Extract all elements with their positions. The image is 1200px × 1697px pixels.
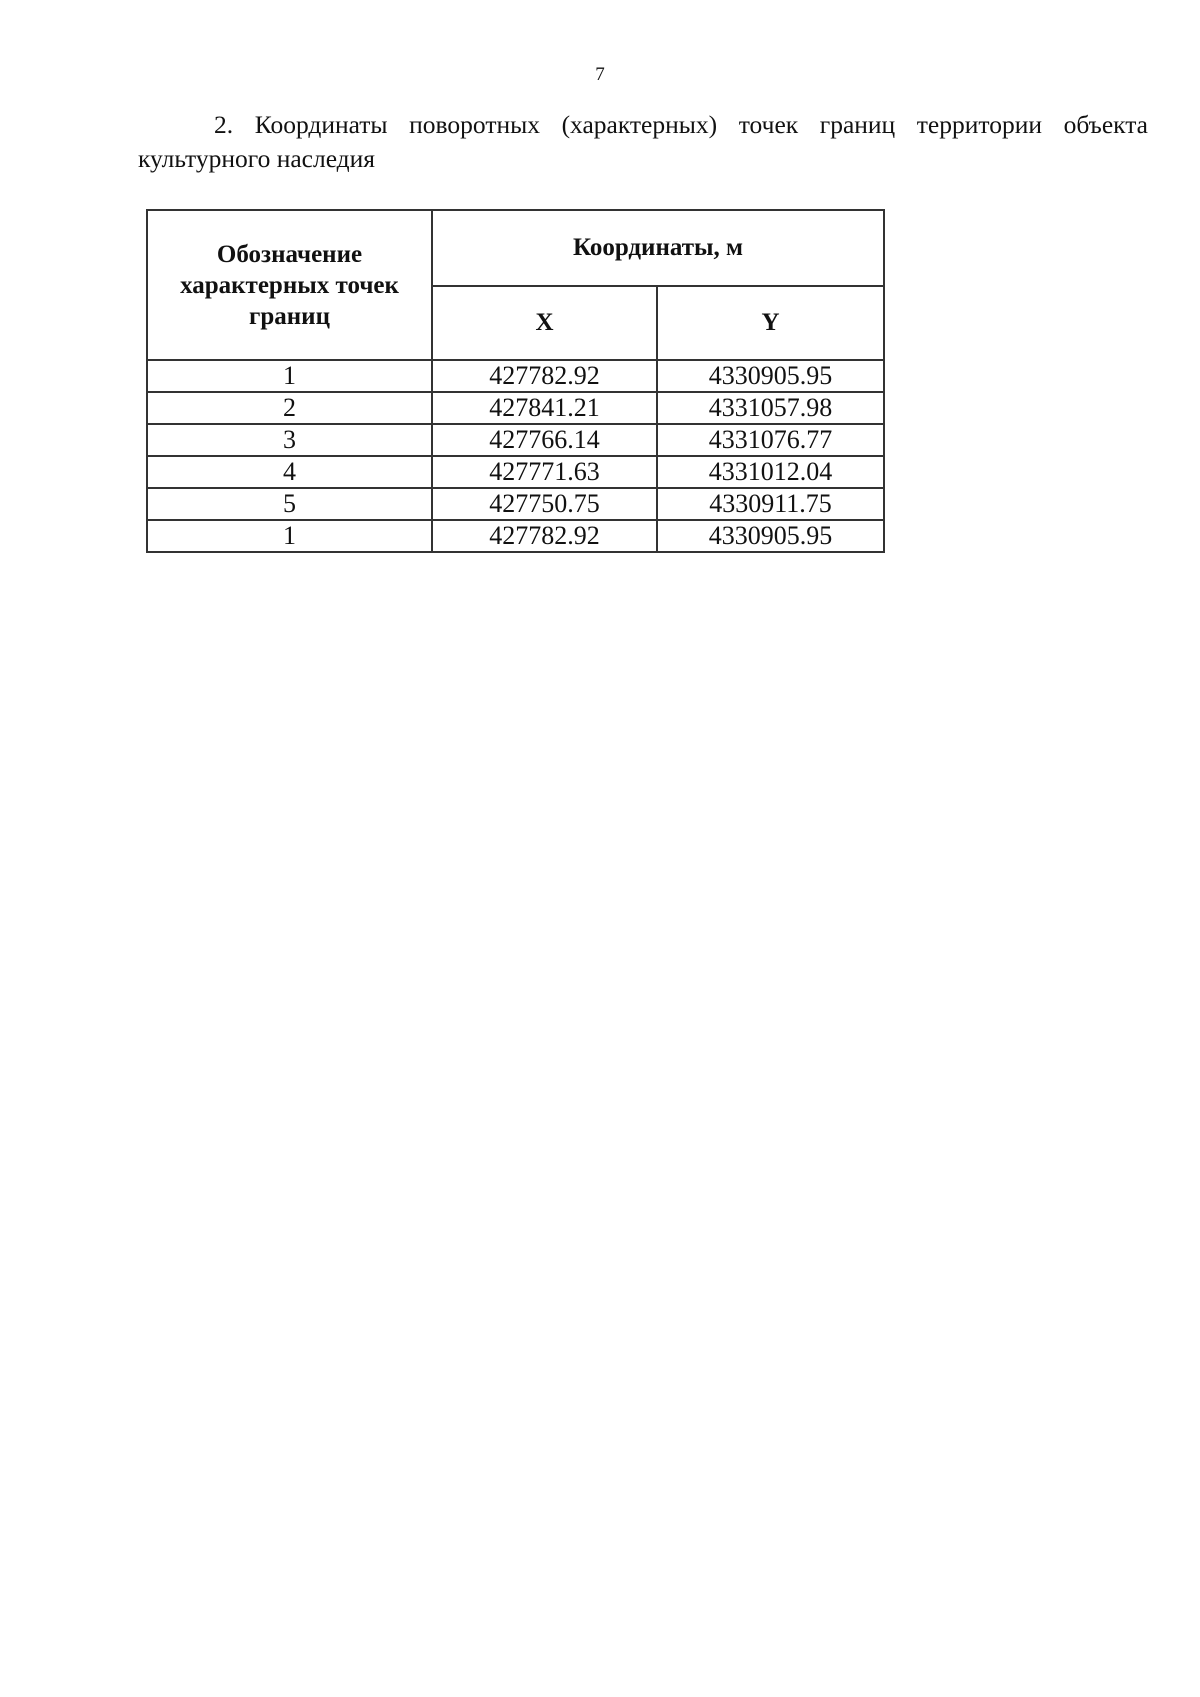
page-number: 7: [595, 64, 605, 85]
x-column-header: X: [432, 286, 657, 360]
y-cell: 4331076.77: [657, 424, 884, 456]
section-heading: 2. Координаты поворотных (характерных) точек границ территории объекта культурного наследия: [138, 110, 1148, 173]
table-row: [147, 456, 884, 488]
coordinates-header: Координаты, м: [432, 210, 884, 286]
x-cell: 427771.63: [432, 456, 657, 488]
x-cell: 427766.14: [432, 424, 657, 456]
coordinates-table: [146, 209, 885, 553]
point-cell: 1: [147, 520, 432, 552]
y-cell: 4330911.75: [657, 488, 884, 520]
table-row: [147, 392, 884, 424]
point-cell: 1: [147, 360, 432, 392]
table-header-row: [147, 210, 884, 286]
point-designation-header: Обозначение характерных точек границ: [147, 210, 432, 360]
y-cell: 4331012.04: [657, 456, 884, 488]
y-cell: 4331057.98: [657, 392, 884, 424]
y-column-header: Y: [657, 286, 884, 360]
table-row: [147, 424, 884, 456]
x-cell: 427782.92: [432, 520, 657, 552]
point-cell: 2: [147, 392, 432, 424]
x-cell: 427782.92: [432, 360, 657, 392]
table-row: [147, 520, 884, 552]
x-cell: 427750.75: [432, 488, 657, 520]
y-cell: 4330905.95: [657, 520, 884, 552]
table-row: [147, 488, 884, 520]
point-cell: 5: [147, 488, 432, 520]
point-cell: 4: [147, 456, 432, 488]
x-cell: 427841.21: [432, 392, 657, 424]
point-cell: 3: [147, 424, 432, 456]
y-cell: 4330905.95: [657, 360, 884, 392]
table-row: [147, 360, 884, 392]
